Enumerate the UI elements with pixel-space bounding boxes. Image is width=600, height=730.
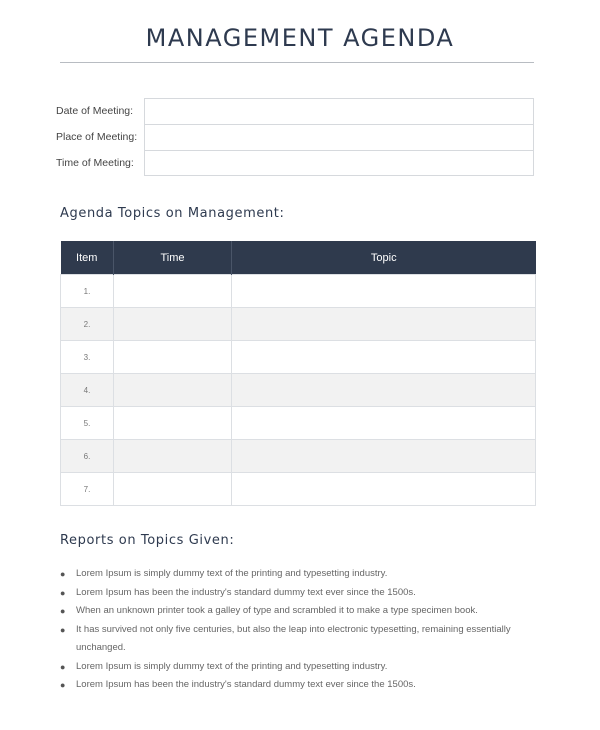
time-cell[interactable]	[114, 341, 232, 374]
item-number: 6.	[61, 440, 114, 473]
item-number: 7.	[61, 473, 114, 506]
bullet-icon: ●	[60, 587, 66, 598]
bullet-icon: ●	[60, 606, 66, 616]
item-number: 1.	[61, 275, 114, 308]
table-row	[61, 440, 536, 473]
time-cell[interactable]	[114, 473, 232, 506]
report-text: Lorem Ipsum has been the industry's standard dummy text ever since the 1500s.	[76, 586, 416, 598]
report-text: Lorem Ipsum has been the industry's standard dummy text ever since the 1500s.	[76, 679, 416, 690]
item-number: 2.	[61, 308, 114, 341]
reports-heading: Reports on Topics Given:	[60, 533, 235, 548]
list-item	[60, 676, 540, 695]
table-row	[61, 341, 536, 374]
meeting-time-row	[56, 150, 534, 176]
topic-cell[interactable]	[232, 275, 536, 308]
header-topic: Topic	[232, 241, 536, 275]
bullet-icon: ●	[60, 661, 66, 672]
topic-cell[interactable]	[232, 440, 536, 473]
meeting-place-field[interactable]	[144, 124, 534, 150]
report-text: Lorem Ipsum is simply dummy text of the printing and typesetting industry.	[76, 660, 388, 672]
header-item: Item	[61, 241, 114, 275]
time-cell[interactable]	[114, 374, 232, 407]
time-cell[interactable]	[114, 308, 232, 341]
agenda-topics-heading: Agenda Topics on Management:	[60, 206, 285, 221]
list-item	[60, 602, 540, 621]
topic-cell[interactable]	[232, 374, 536, 407]
meeting-place-label: Place of Meeting:	[56, 131, 138, 143]
meeting-place-row	[56, 124, 534, 150]
title-divider	[60, 62, 534, 63]
agenda-table	[60, 241, 536, 506]
document-title: MANAGEMENT AGENDA	[145, 24, 455, 52]
meeting-time-field[interactable]	[144, 150, 534, 176]
list-item	[60, 565, 540, 584]
topic-cell[interactable]	[232, 308, 536, 341]
time-cell[interactable]	[114, 440, 232, 473]
meeting-time-label: Time of Meeting:	[56, 157, 134, 169]
topic-cell[interactable]	[232, 341, 536, 374]
table-row	[61, 308, 536, 341]
time-cell[interactable]	[114, 275, 232, 308]
time-cell[interactable]	[114, 407, 232, 440]
item-number: 3.	[61, 341, 114, 374]
meeting-details	[56, 98, 534, 176]
table-row	[61, 374, 536, 407]
report-text: Lorem Ipsum is simply dummy text of the printing and typesetting industry.	[76, 568, 388, 579]
meeting-date-field[interactable]	[144, 98, 534, 124]
bullet-icon: ●	[60, 569, 66, 579]
table-row	[61, 275, 536, 308]
header-time: Time	[114, 241, 232, 275]
report-text: It has survived not only five centuries, but also the leap into electronic typesetting, remaining essentially unchanged.	[76, 623, 511, 653]
bullet-icon: ●	[60, 680, 66, 690]
item-number: 5.	[61, 407, 114, 440]
report-text: When an unknown printer took a galley of type and scrambled it to make a type specimen book.	[76, 605, 478, 616]
table-row	[61, 407, 536, 440]
table-row	[61, 473, 536, 506]
meeting-date-row	[56, 98, 534, 124]
table-header-row	[61, 241, 536, 275]
topic-cell[interactable]	[232, 473, 536, 506]
list-item	[60, 658, 540, 677]
reports-list	[60, 565, 540, 695]
list-item	[60, 621, 540, 658]
item-number: 4.	[61, 374, 114, 407]
meeting-date-label: Date of Meeting:	[56, 105, 134, 117]
topic-cell[interactable]	[232, 407, 536, 440]
bullet-icon: ●	[60, 624, 66, 635]
list-item	[60, 584, 540, 603]
